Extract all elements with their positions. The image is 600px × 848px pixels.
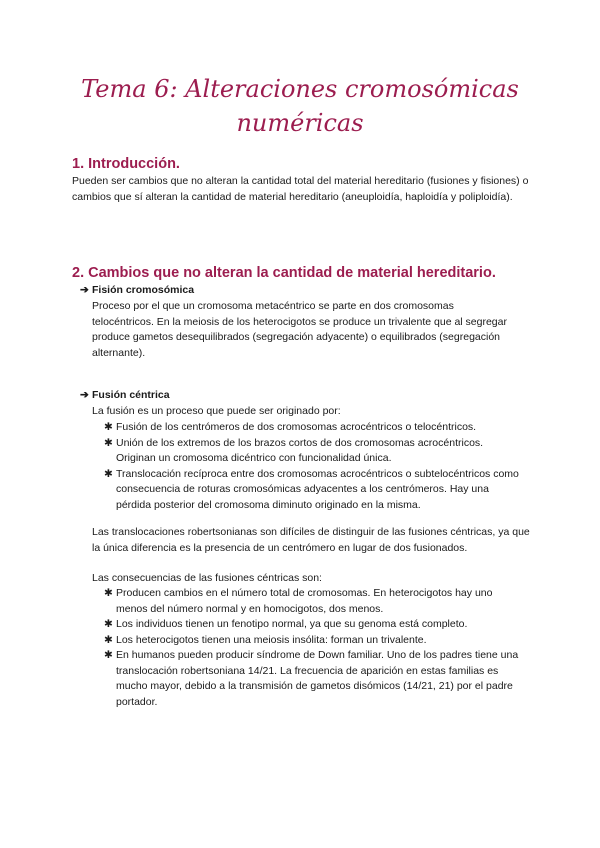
list-item: ✱ En humanos pueden producir síndrome de Down familiar. Uno de los padres tiene una translocación robertsoniana 14/21. La frecuencia de aparición en estas familias es mucho mayor, debido a la transmisión de gametos disómicos (14/21, 21) por el padre portador. [104,649,519,708]
fision-subheading [80,284,194,296]
asterisk-bullet-icon: ✱ [104,467,113,480]
asterisk-bullet-icon: ✱ [104,618,113,630]
list-item: ✱ Producen cambios en el número total de cromosomas. En heterocigotos hay uno menos del número normal y en homocigotos, dos menos. [104,587,493,615]
list-item: ✱ Translocación recíproca entre dos cromosomas acrocéntricos o subtelocéntricos como consecuencia de roturas cromosómicas adyacentes a los centrómeros. Hay una pérdida posterior del cromosoma diminuto originado en la misma. [104,467,519,511]
list-item: ✱ Los individuos tienen un fenotipo normal, ya que su genoma está completo. [104,617,524,633]
consequences-intro: Las consecuencias de las fusiones céntricas son: [92,572,322,584]
asterisk-bullet-icon: ✱ [104,421,113,433]
robertsonian-paragraph: Las translocaciones robertsonianas son difíciles de distinguir de las fusiones céntricas, ya que la única diferencia es la presencia de un centrómero en lugar de dos fusionados. [92,526,530,554]
fusion-subheading [80,389,170,401]
asterisk-bullet-icon: ✱ [104,587,113,599]
page-title-line-1: Tema 6: Alteraciones cromosómicas [81,75,519,103]
list-item: ✱ Unión de los extremos de los brazos cortos de dos cromosomas acrocéntricos. Originan un cromosoma dicéntrico con funcionalidad única. [104,436,484,464]
fision-body: Proceso por el que un cromosoma metacéntrico se parte en dos cromosomas telocéntricos. En la meiosis de los heterocigotos se produce un trivalente que al segregar produce gametos desequilibrados (segregación adyacente) o equilibrados (segregación alternante). [92,300,507,359]
fusion-causes-list [104,420,524,513]
list-item: ✱ Los heterocigotos tienen una meiosis insólita: forman un trivalente. [104,633,524,649]
consequences-list [104,586,524,710]
fusion-title: Fusión céntrica [92,389,170,401]
section-1-heading: 1. Introducción. [72,156,180,172]
fusion-intro: La fusión es un proceso que puede ser originado por: [92,405,341,417]
section-1-body: Pueden ser cambios que no alteran la cantidad total del material hereditario (fusiones y fisiones) o cambios que sí alteran la cantidad de material hereditario (aneuploidía, haploidía y poliploidía). [72,175,529,203]
arrow-right-icon: ➔ [80,284,89,296]
arrow-right-icon: ➔ [80,389,89,401]
asterisk-bullet-icon: ✱ [104,649,113,661]
list-item: ✱ Fusión de los centrómeros de dos cromosomas acrocéntricos o telocéntricos. [104,420,524,436]
asterisk-bullet-icon: ✱ [104,633,113,646]
fision-title: Fisión cromosómica [92,284,195,296]
asterisk-bullet-icon: ✱ [104,436,113,449]
section-2-heading: 2. Cambios que no alteran la cantidad de material hereditario. [72,265,496,281]
page-title-line-2: numéricas [236,109,364,137]
